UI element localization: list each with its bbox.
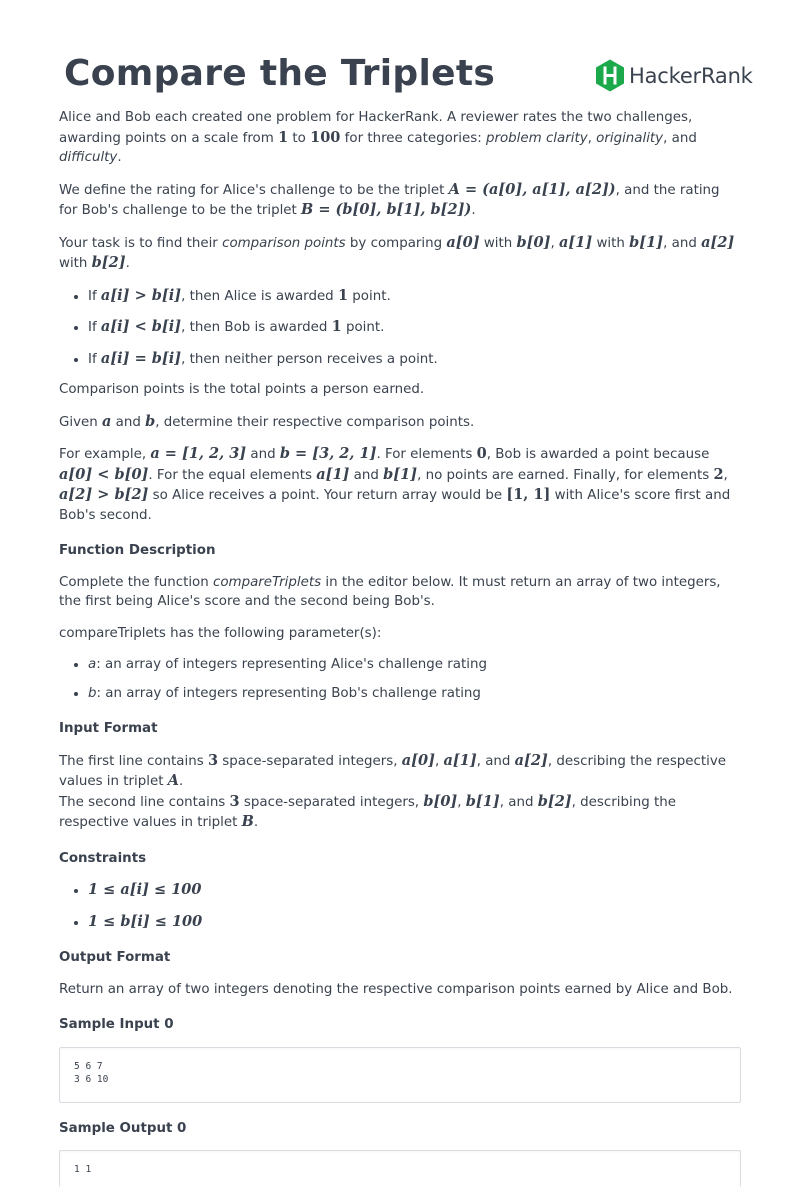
sample-output-heading: Sample Output 0 (59, 1120, 187, 1136)
intro-paragraph-1: Alice and Bob each created one problem for HackerRank. A reviewer rates the two challenges, awarding points on a scale from 1 to 100 for three categories: problem clarity, originality, and difficulty. (59, 110, 697, 165)
total-points-paragraph: Comparison points is the total points a person earned. (59, 382, 425, 397)
parameters-list (59, 655, 741, 703)
output-format-heading: Output Format (59, 950, 171, 965)
sample-input-box (59, 1047, 741, 1103)
given-paragraph: Given a and b, determine their respective comparison points. (59, 412, 475, 430)
input-format-paragraph: The first line contains 3 space-separated integers, a[0], a[1], and a[2], describing the respective values in triplet A. The second line contains 3 space-separated integers, b[0], b[1], and b[2], describing the respective values in triplet B. (59, 751, 727, 830)
rule-bob-wins: • If a[i] < b[i], then Bob is awarded 1 point. (88, 317, 741, 338)
page-title: Compare the Triplets (64, 53, 496, 94)
rule-tie: • If a[i] = b[i], then neither person receives a point. (88, 349, 741, 370)
parameter-item: • a: an array of integers representing Alice's challenge rating (88, 655, 741, 675)
hackerrank-logo-icon (595, 59, 625, 92)
code-line: 1 1 (74, 1164, 92, 1175)
output-format-paragraph: Return an array of two integers denoting the respective comparison points earned by Alice and Bob. (59, 981, 733, 997)
constraint-item: • 1 ≤ a[i] ≤ 100 (88, 880, 741, 901)
example-paragraph: For example, a = [1, 2, 3] and b = [3, 2, 1]. For elements 0, Bob is awarded a point because a[0] < b[0]. For the equal elements a[1] and b[1], no points are earned. Finally, for elements 2, a[2] > b[2] so Alice receives a point. Your return array would be [1, 1] with Alice's score first and Bob's second. (59, 445, 731, 523)
brand (595, 59, 753, 92)
sample-output-box (59, 1150, 741, 1187)
function-description-heading: Function Description (59, 543, 216, 558)
input-format-heading: Input Format (59, 721, 158, 736)
code-line: 3 6 10 (74, 1073, 109, 1085)
intro-paragraph-3: Your task is to find their comparison points by comparing a[0] with b[0], a[1] with b[1], and a[2] with b[2]. (59, 233, 735, 271)
function-description-paragraph: Complete the function compareTriplets in the editor below. It must return an array of two integers, the first being Alice's score and the second being Bob's. (59, 574, 721, 609)
code-line: 5 6 7 (74, 1060, 103, 1072)
constraints-heading: Constraints (59, 850, 147, 866)
sample-input-heading: Sample Input 0 (59, 1017, 174, 1032)
constraint-item: • 1 ≤ b[i] ≤ 100 (88, 912, 741, 933)
intro-paragraph-2: We define the rating for Alice's challenge to be the triplet A = (a[0], a[1], a[2]), and the rating for Bob's challenge to be the triplet B = (b[0], b[1], b[2]). (59, 180, 720, 218)
rule-alice-wins: • If a[i] > b[i], then Alice is awarded 1 point. (88, 286, 741, 307)
rules-list (59, 286, 741, 370)
parameter-item: • b: an array of integers representing Bob's challenge rating (88, 684, 741, 704)
parameters-intro: compareTriplets has the following parameter(s): (59, 625, 382, 641)
problem-statement (59, 108, 741, 1199)
constraints-list (59, 880, 741, 932)
brand-name: HackerRank (629, 63, 753, 88)
